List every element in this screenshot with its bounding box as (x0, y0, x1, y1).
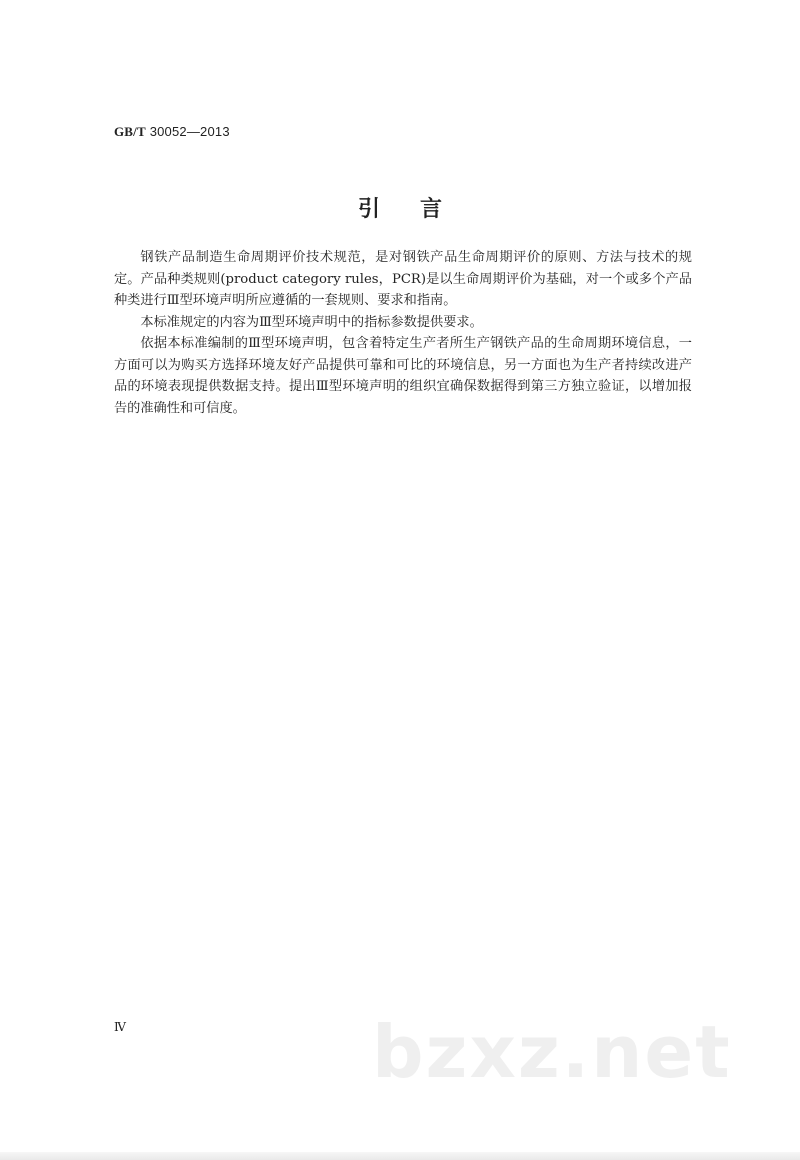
body-text (114, 247, 692, 419)
section-title: 引言 (357, 196, 482, 222)
paragraph: 钢铁产品制造生命周期评价技术规范，是对钢铁产品生命周期评价的原则、方法与技术的规定。产品种类规则(product category rules，PCR)是以生命周期评价为基础，对一个或多个产品种类进行Ⅲ型环境声明所应遵循的一套规则、要求和指南。 (114, 250, 692, 308)
page-number: Ⅳ (114, 1020, 126, 1034)
paragraph: 依据本标准编制的Ⅲ型环境声明，包含着特定生产者所生产钢铁产品的生命周期环境信息，一方面可以为购买方选择环境友好产品提供可靠和可比的环境信息，另一方面也为生产者持续改进产品的环境表现提供数据支持。提出Ⅲ型环境声明的组织宜确保数据得到第三方独立验证，以增加报告的准确性和可信度。 (114, 336, 692, 416)
page-bottom-edge (0, 1152, 800, 1160)
paragraph: 本标准规定的内容为Ⅲ型环境声明中的指标参数提供要求。 (140, 314, 483, 330)
watermark: bzxz.net (372, 1010, 732, 1094)
standard-prefix: GB/T (114, 124, 146, 139)
standard-number: 30052—2013 (149, 124, 230, 139)
document-code (114, 124, 230, 140)
